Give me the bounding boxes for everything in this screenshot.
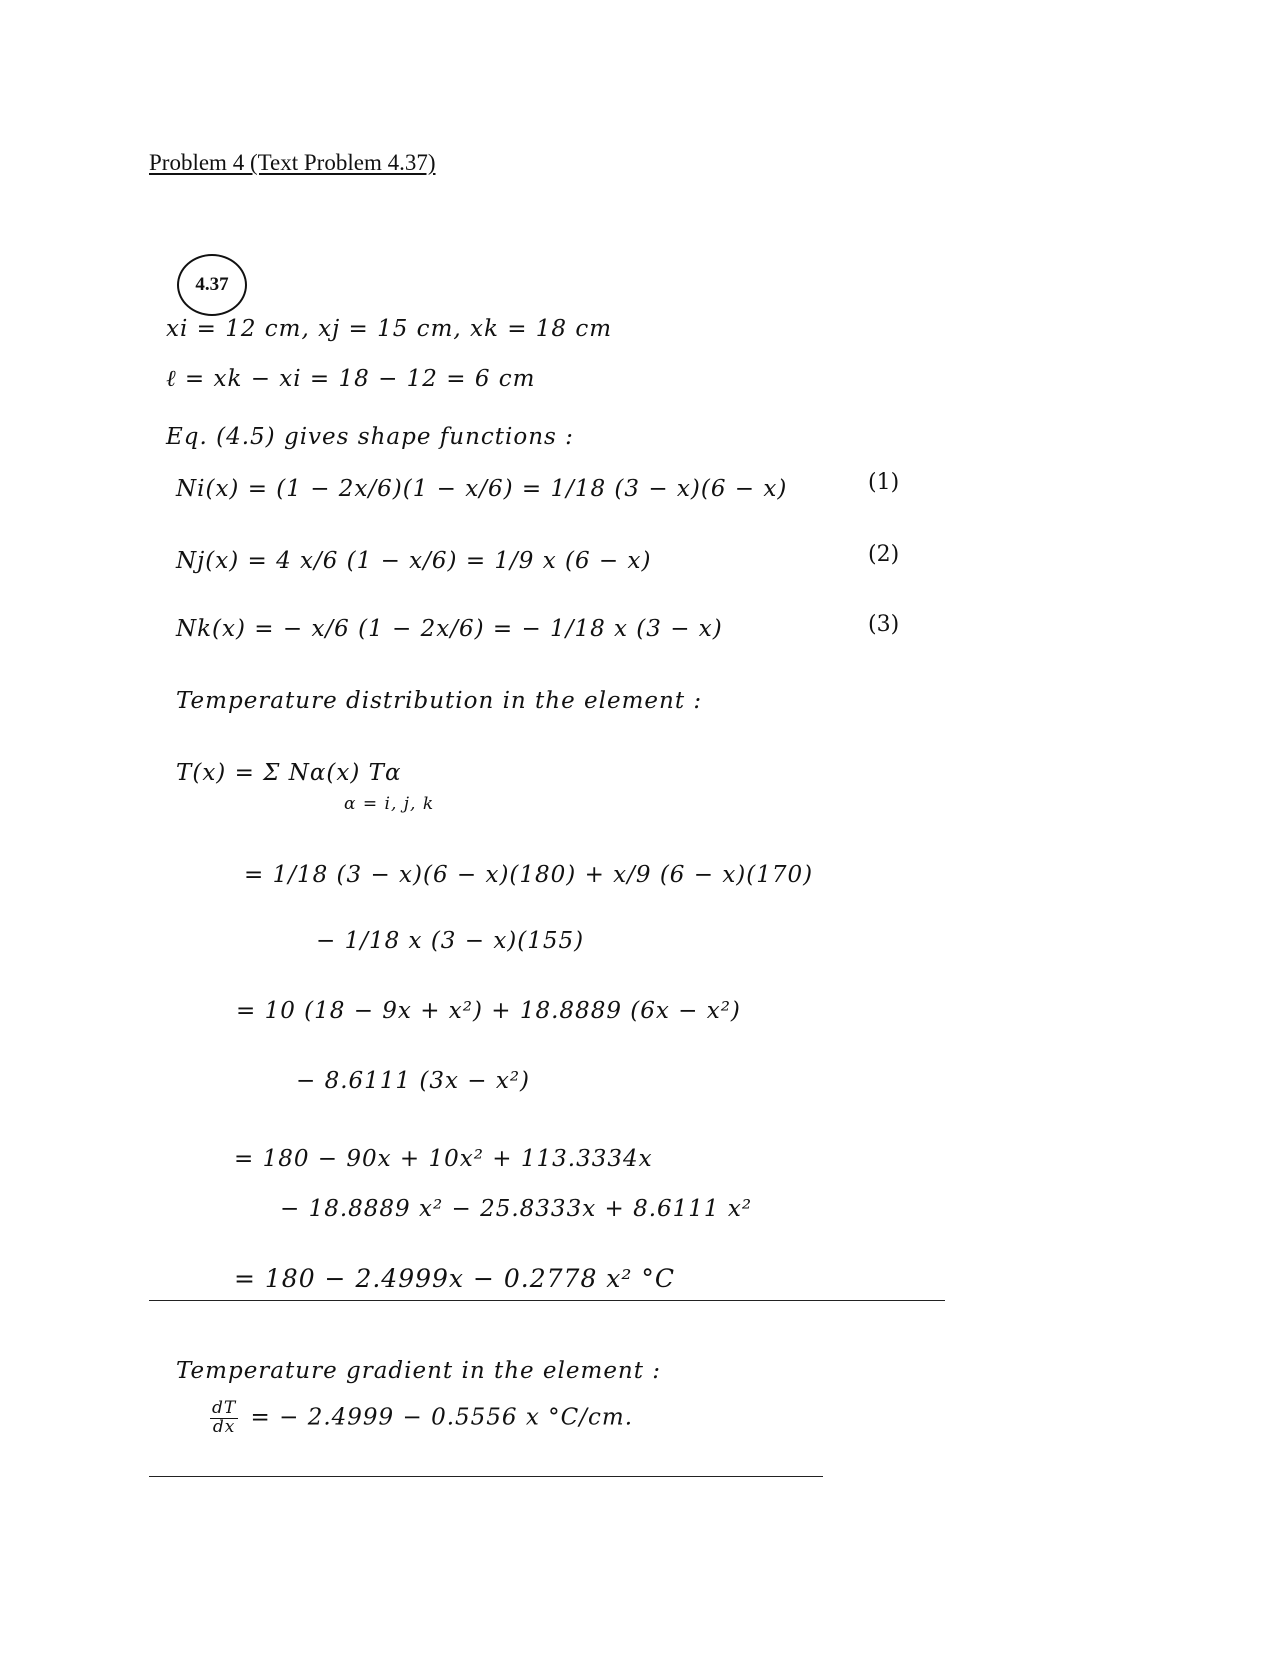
equation-number-1: (1) xyxy=(868,470,900,495)
problem-number: 4.37 xyxy=(195,274,229,295)
equation-number-3: (3) xyxy=(868,612,900,637)
temperature-definition: T(x) = Σ Nα(x) Tα xyxy=(176,760,402,786)
expansion-step-2b: − 8.6111 (3x − x²) xyxy=(296,1068,531,1094)
shape-function-ni: Ni(x) = (1 − 2x/6)(1 − x/6) = 1/18 (3 − x)(6 − x) xyxy=(176,476,788,502)
expansion-step-1a: = 1/18 (3 − x)(6 − x)(180) + x/9 (6 − x)(170) xyxy=(244,862,814,888)
equation-number-2: (2) xyxy=(868,542,900,567)
shape-function-nj: Nj(x) = 4 x/6 (1 − x/6) = 1/9 x (6 − x) xyxy=(176,548,652,574)
derivative-denominator: dx xyxy=(212,1416,236,1437)
expansion-step-3a: = 180 − 90x + 10x² + 113.3334x xyxy=(234,1146,653,1172)
given-nodes-line: xi = 12 cm, xj = 15 cm, xk = 18 cm xyxy=(166,316,613,342)
section-divider-2 xyxy=(149,1476,823,1477)
temperature-gradient-intro: Temperature gradient in the element : xyxy=(176,1358,662,1384)
page-title: Problem 4 (Text Problem 4.37) xyxy=(149,150,436,175)
temperature-distribution-intro: Temperature distribution in the element : xyxy=(176,688,703,714)
shape-functions-intro: Eq. (4.5) gives shape functions : xyxy=(166,424,574,450)
summation-index: α = i, j, k xyxy=(344,794,435,814)
derivative-numerator: dT xyxy=(212,1398,237,1418)
problem-number-badge xyxy=(177,254,247,316)
expansion-step-3b: − 18.8889 x² − 25.8333x + 8.6111 x² xyxy=(280,1196,753,1222)
expansion-step-1b: − 1/18 x (3 − x)(155) xyxy=(316,928,585,954)
temperature-result: = 180 − 2.4999x − 0.2778 x² °C xyxy=(234,1264,675,1293)
gradient-derivative xyxy=(210,1400,238,1437)
element-length-line: ℓ = xk − xi = 18 − 12 = 6 cm xyxy=(166,366,536,392)
gradient-equation xyxy=(206,1400,633,1437)
expansion-step-2a: = 10 (18 − 9x + x²) + 18.8889 (6x − x²) xyxy=(236,998,741,1024)
gradient-rhs: = − 2.4999 − 0.5556 x °C/cm. xyxy=(250,1404,634,1431)
section-divider-1 xyxy=(149,1300,945,1301)
shape-function-nk: Nk(x) = − x/6 (1 − 2x/6) = − 1/18 x (3 − x) xyxy=(176,616,723,642)
